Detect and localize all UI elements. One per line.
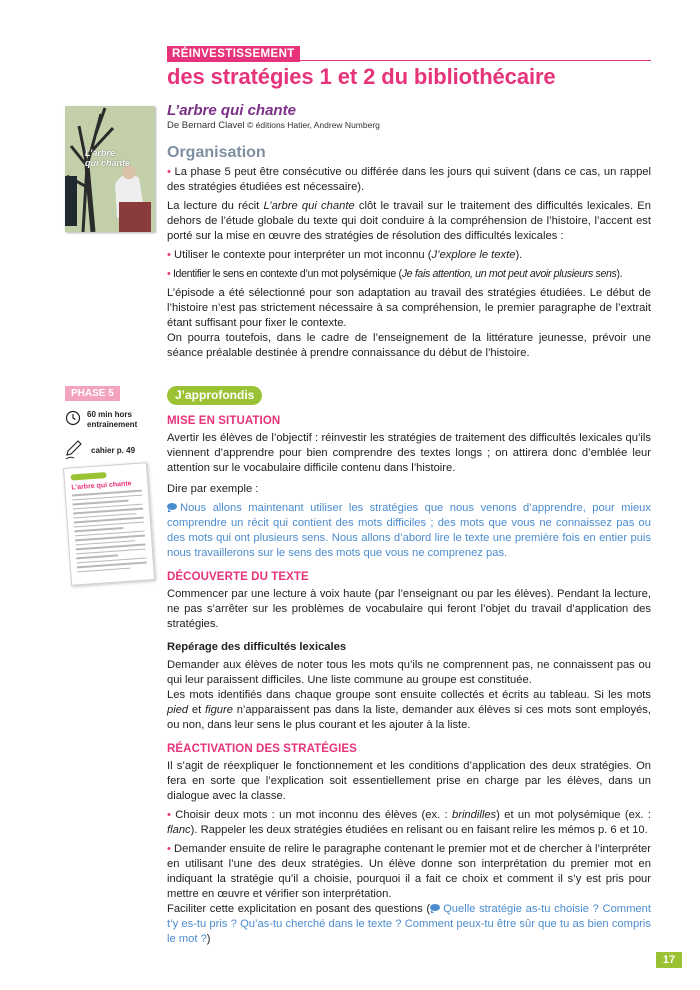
b1-strategy: J’explore le texte [431,249,516,261]
rea-word-brindilles: brindilles [452,809,497,821]
organisation-bullet-1 [167,248,651,263]
cover-title-line2: qui chante [85,158,131,168]
cahier-info [65,440,135,460]
p2-text-a: La lecture du récit [167,200,264,212]
pen-icon [65,440,83,460]
reactivation-para-1: Il s’agit de réexpliquer le fonctionnement et les conditions d’application des deux stratégies. On fera en sorte que l’explication soit essentiellement prise en charge par les élèves, dans un dialogue avec la classe. [167,760,651,802]
book-author [167,120,651,131]
rep-word-figure: figure [204,704,233,716]
rea-b2-text: Demander ensuite de relire le paragraphe contenant le premier mot et de chercher à l’interpréter en utilisant l’une des deux stratégies. Un élève donne son interprétation du premier mot en indiquant la stratégie qu’il a choisie, pourquoi il a fait ce choix et comment il s’y est pris pour mettre en œuvre et vérifier son interprétation. [167,843,652,900]
reactivation-bullet-2 [167,842,651,902]
organisation-para-1 [167,165,651,195]
duration-text: 60 min hors entrainement [87,410,138,429]
decouverte-heading: DÉCOUVERTE DU TEXTE [167,571,309,583]
reperage-para-1: Demander aux élèves de noter tous les mots qu’ils ne comprennent pas, ne connaissent pas ou qui leur paraissent difficiles. Une liste commune au groupe est constituée. [167,659,651,686]
kicker-row [167,46,651,62]
cover-strip [65,176,77,226]
rights-text: © éditions Hatier, Andrew Numberg [247,120,380,130]
section-badge-row [167,385,651,405]
reactivation-heading: RÉACTIVATION DES STRATÉGIES [167,743,357,755]
decouverte-para-1: Commencer par une lecture à voix haute (par l’enseignant ou par les élèves). Pendant la lecture, ne pas s’arrêter sur les problèmes de vocabulaire qui feront l’objet du travail d’application des stratégies. [167,588,651,630]
page-number: 17 [656,952,682,968]
mise-speech [167,501,651,561]
page-title: des stratégies 1 et 2 du bibliothécaire [167,64,556,89]
p2-text-b: clôt le travail sur le traitement des difficultés lexicales. En dehors de l’étude globale du texte qui doit conduire à la compréhension de l’histoire, l’accent est porté sur la mise en œuvre des stratégies de résolution des difficultés lexicales : [167,200,651,242]
tree-illustration [65,106,155,232]
reactivation-para-2 [167,902,651,947]
organisation-text-1: La phase 5 peut être consécutive ou différée dans les jours qui suivent (dans ce cas, un rappel des stratégies étudiées est nécessaire). [167,166,651,193]
cahier-text: cahier p. 49 [91,446,136,455]
speech-bubble-icon [167,503,177,510]
speech-bubble-icon [430,904,440,911]
japprofondis-badge: J’approfondis [167,386,262,405]
left-margin [0,0,160,990]
mise-para-2: Dire par exemple : [167,483,259,495]
organisation-heading: Organisation [167,144,266,161]
mise-para-1: Avertir les élèves de l’objectif : réinvestir les stratégies de traitement des difficultés lexicales qu’ils viennent d’apprendre pour bien comprendre des textes longs ; on attirera donc d’emblée leur attention sur le vocabulaire difficile contenu dans l’histoire. [167,432,651,474]
kicker-rule [300,60,651,61]
rea-p2-text-a: Faciliter cette explicitation en posant des questions ( [167,903,431,915]
reperage-para-2 [167,688,651,733]
bullet-icon: • [167,249,171,261]
bullet-icon: • [167,268,171,280]
bullet-icon: • [167,166,171,178]
rep-text-b: et [188,704,205,716]
rea-b1-text-a: Choisir deux mots : un mot inconnu des élèves (ex. : [175,809,452,821]
rep-text-c: n’apparaissent pas dans la liste, demander aux élèves si ces mots sont employés, ou non, dans leur sens le plus courant et les ajouter à la liste. [167,704,651,731]
author-name: De Bernard Clavel [167,120,245,131]
b1-text-b: ). [515,249,523,261]
b2-text-b: ). [616,268,623,280]
rea-b1-text-b: ) et un mot polysémique (ex. : [496,809,651,821]
p2-book-title: L’arbre qui chante [263,200,355,212]
rea-word-flanc: flanc [167,824,191,836]
reactivation-bullet-1 [167,808,651,838]
cover-title-line1: L’arbre [85,148,115,158]
cover-title [85,148,130,168]
mise-speech-text: Nous allons maintenant utiliser les stratégies que nous venons d’apprendre, pour mieux comprendre un récit qui contient des mots difficiles ; des mots que vous ne connaissez pas ou des mots qui ont plusieurs sens. Nous allons d’abord lire le texte une première fois en entier puis nous travaillerons sur le sens des mots que vous ne comprenez pas. [167,502,651,559]
rea-p2-speech: Quelle stratégie as-tu choisie ? Comment t’y es-tu pris ? Qu’as-tu cherché dans le texte ? Comment peux-tu être sûr que tu as bien compris le mot ? [167,903,651,945]
rep-text-a: Les mots identifiés dans chaque groupe sont ensuite collectés et écrits au tableau. Si les mots [167,689,651,701]
book-cover [65,106,155,232]
main-content [167,46,651,947]
b1-text-a: Utiliser le contexte pour interpréter un mot inconnu ( [174,249,432,261]
workbook-thumbnail [63,462,155,586]
clock-icon [65,410,81,426]
bullet-icon: • [167,843,171,855]
b2-strategy: Je fais attention, un mot peut avoir plusieurs sens [401,268,617,280]
book-title: L’arbre qui chante [167,102,296,119]
rep-word-pied: pied [167,704,189,716]
rea-b1-text-c: ). Rappeler les deux stratégies étudiées en relisant ou en faisant relire les mémos p. 6 et 10. [190,824,648,836]
kicker-label: RÉINVESTISSEMENT [167,46,300,62]
thumb-text-line [77,567,129,572]
thumb-title: L’arbre qui chante [71,480,132,492]
organisation-bullet-2 [167,267,651,282]
thumb-text-line [76,554,118,558]
reperage-heading: Repérage des difficultés lexicales [167,641,347,653]
organisation-para-4: On pourra toutefois, dans le cadre de l’enseignement de la littérature jeunesse, prévoir une séance préalable destinée à prendre connaissance du début de l’histoire. [167,332,651,359]
bullet-icon: • [167,809,171,821]
rea-p2-text-b: ) [206,933,211,945]
thumb-header-bar [70,472,106,480]
organisation-para-2 [167,199,651,244]
phase-badge: PHASE 5 [65,386,120,401]
b2-text-a: Identifier le sens en contexte d’un mot polysémique ( [172,268,402,280]
organisation-para-3: L’épisode a été sélectionné pour son adaptation au travail des stratégies étudiées. Le début de l’histoire n’est pas strictement nécessaire à sa compréhension, le premier paragraphe de l’extrait étant suffisant pour fixer le contexte. [167,287,651,329]
duration-info [65,410,157,430]
mise-en-situation-heading: MISE EN SITUATION [167,415,281,427]
